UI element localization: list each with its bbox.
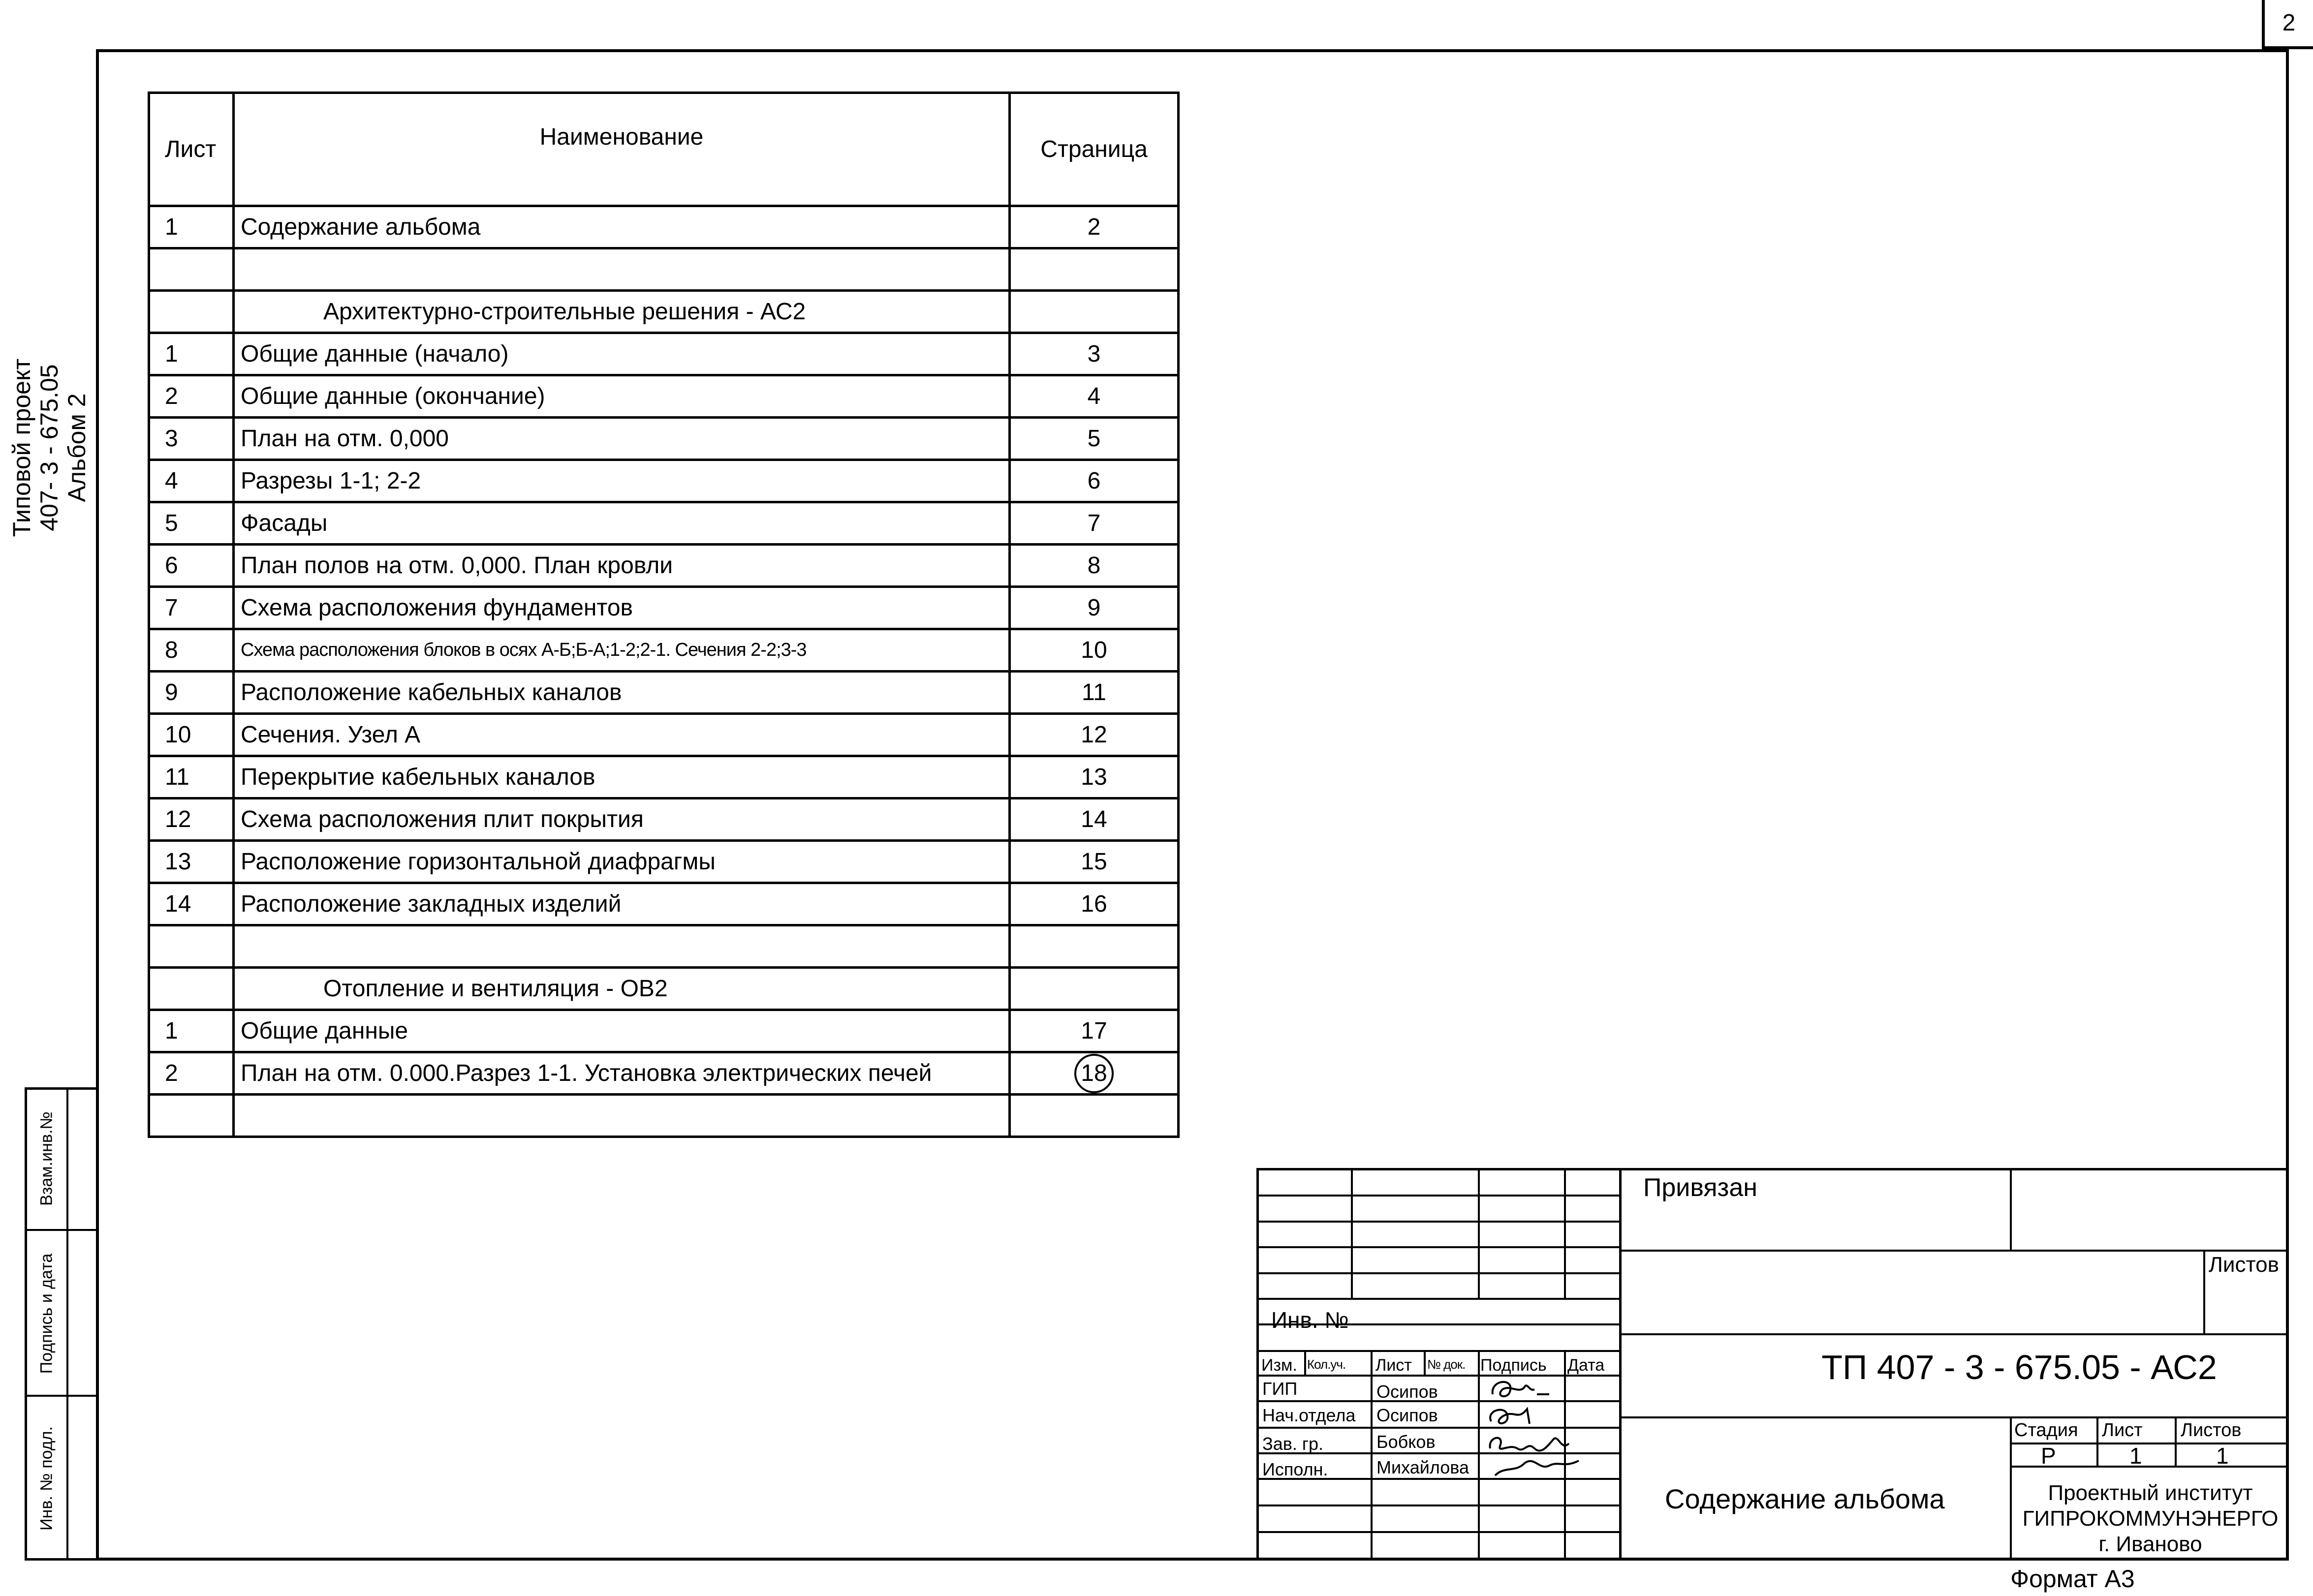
staff-role-4: Исполн. bbox=[1262, 1459, 1328, 1479]
row-sheet: 10 bbox=[149, 714, 234, 756]
staff-role-1: ГИП bbox=[1262, 1379, 1298, 1399]
sheet-value: 1 bbox=[2129, 1443, 2142, 1469]
row-sheet bbox=[149, 291, 234, 333]
row-sheet bbox=[149, 1095, 234, 1137]
inv-no-label: Инв. № bbox=[1271, 1307, 1349, 1333]
side-title bbox=[0, 344, 98, 551]
row-page: 17 bbox=[1010, 1010, 1179, 1052]
table-row bbox=[149, 1095, 1179, 1137]
row-page: 7 bbox=[1010, 502, 1179, 545]
side-title-line2: 407- 3 - 675.05 bbox=[35, 364, 63, 531]
row-name: План на отм. 0.000.Разрез 1-1. Установка электрических печей bbox=[234, 1052, 1010, 1095]
row-sheet bbox=[149, 248, 234, 291]
row-page: 2 bbox=[1010, 206, 1179, 248]
row-page bbox=[1010, 968, 1179, 1010]
org-line1: Проектный институт bbox=[2048, 1481, 2253, 1505]
row-name: Сечения. Узел А bbox=[234, 714, 1010, 756]
table-row bbox=[149, 375, 1179, 418]
header-name: Наименование bbox=[234, 93, 1010, 206]
signatures bbox=[1480, 1375, 1623, 1483]
staff-name-3: Бобков bbox=[1376, 1432, 1436, 1452]
side-title-line1: Типовой проект bbox=[8, 358, 35, 537]
side-stamp bbox=[25, 1087, 96, 1561]
table-row bbox=[149, 418, 1179, 460]
row-sheet: 4 bbox=[149, 460, 234, 502]
row-sheet: 12 bbox=[149, 798, 234, 841]
table-row bbox=[149, 841, 1179, 883]
row-sheet: 6 bbox=[149, 545, 234, 587]
row-page: 12 bbox=[1010, 714, 1179, 756]
staff-name-4: Михайлова bbox=[1376, 1457, 1469, 1477]
row-name: Схема расположения блоков в осях А-Б;Б-А;1-2;2-1. Сечения 2-2;3-3 bbox=[234, 629, 1010, 672]
row-name bbox=[234, 248, 1010, 291]
row-name: План на отм. 0,000 bbox=[234, 418, 1010, 460]
row-page: 6 bbox=[1010, 460, 1179, 502]
sheet-label: Лист bbox=[2102, 1420, 2143, 1441]
table-header-row bbox=[149, 93, 1179, 206]
section-heading: Архитектурно-строительные решения - АС2 bbox=[234, 291, 1010, 333]
row-name: Общие данные bbox=[234, 1010, 1010, 1052]
title-block bbox=[1256, 1168, 2289, 1561]
table-row bbox=[149, 206, 1179, 248]
row-sheet: 2 bbox=[149, 375, 234, 418]
row-sheet: 3 bbox=[149, 418, 234, 460]
side-title-line3: Альбом 2 bbox=[63, 393, 91, 502]
table-row bbox=[149, 756, 1179, 798]
row-name: Содержание альбома bbox=[234, 206, 1010, 248]
row-page bbox=[1010, 925, 1179, 968]
table-row bbox=[149, 629, 1179, 672]
row-name: План полов на отм. 0,000. План кровли bbox=[234, 545, 1010, 587]
header-sheet: Лист bbox=[149, 93, 234, 206]
circled-page-number: 18 bbox=[1074, 1054, 1114, 1093]
col-kol: Кол.уч. bbox=[1307, 1357, 1346, 1372]
stage-label: Стадия bbox=[2014, 1420, 2078, 1441]
listov-label: Листов bbox=[2209, 1253, 2279, 1277]
row-sheet: 5 bbox=[149, 502, 234, 545]
table-row bbox=[149, 587, 1179, 629]
col-podpis: Подпись bbox=[1480, 1356, 1547, 1375]
row-name: Расположение кабельных каналов bbox=[234, 672, 1010, 714]
row-name: Перекрытие кабельных каналов bbox=[234, 756, 1010, 798]
row-sheet: 7 bbox=[149, 587, 234, 629]
table-row bbox=[149, 883, 1179, 925]
row-page: 5 bbox=[1010, 418, 1179, 460]
row-sheet: 1 bbox=[149, 333, 234, 375]
row-page: 16 bbox=[1010, 883, 1179, 925]
row-page: 15 bbox=[1010, 841, 1179, 883]
row-sheet: 1 bbox=[149, 1010, 234, 1052]
row-sheet: 8 bbox=[149, 629, 234, 672]
table-row bbox=[149, 798, 1179, 841]
row-page: 9 bbox=[1010, 587, 1179, 629]
privyazan-label: Привязан bbox=[1643, 1173, 1758, 1202]
row-name: Схема расположения фундаментов bbox=[234, 587, 1010, 629]
row-name: Расположение закладных изделий bbox=[234, 883, 1010, 925]
staff-name-2: Осипов bbox=[1376, 1405, 1438, 1425]
row-sheet: 1 bbox=[149, 206, 234, 248]
org-line3: г. Иваново bbox=[2098, 1532, 2202, 1556]
row-name bbox=[234, 1095, 1010, 1137]
row-name: Общие данные (окончание) bbox=[234, 375, 1010, 418]
row-sheet: 2 bbox=[149, 1052, 234, 1095]
row-sheet: 11 bbox=[149, 756, 234, 798]
row-page bbox=[1010, 1095, 1179, 1137]
staff-role-2: Нач.отдела bbox=[1262, 1405, 1356, 1425]
table-row bbox=[149, 460, 1179, 502]
doc-title: Содержание альбома bbox=[1665, 1483, 1945, 1514]
staff-role-3: Зав. гр. bbox=[1262, 1434, 1324, 1454]
table-row bbox=[149, 1052, 1179, 1095]
side-stamp-vzam: Взам.инв.№ bbox=[37, 1111, 56, 1206]
table-row bbox=[149, 968, 1179, 1010]
table-row bbox=[149, 502, 1179, 545]
table-row bbox=[149, 1010, 1179, 1052]
row-page: 8 bbox=[1010, 545, 1179, 587]
table-row bbox=[149, 714, 1179, 756]
table-row bbox=[149, 333, 1179, 375]
table-row bbox=[149, 291, 1179, 333]
doc-code: ТП 407 - 3 - 675.05 - АС2 bbox=[1821, 1348, 2217, 1386]
side-stamp-podpis-data: Подпись и дата bbox=[37, 1253, 56, 1374]
page-number: 2 bbox=[2262, 0, 2313, 49]
stage-value: Р bbox=[2041, 1443, 2056, 1469]
org-line2: ГИПРОКОММУНЭНЕРГО bbox=[2022, 1506, 2279, 1531]
row-name: Расположение горизонтальной диафрагмы bbox=[234, 841, 1010, 883]
row-sheet bbox=[149, 925, 234, 968]
table-row bbox=[149, 925, 1179, 968]
row-sheet bbox=[149, 968, 234, 1010]
row-name bbox=[234, 925, 1010, 968]
row-page: 11 bbox=[1010, 672, 1179, 714]
sheets-value: 1 bbox=[2216, 1443, 2229, 1469]
col-ndok: № док. bbox=[1427, 1357, 1466, 1372]
contents-table bbox=[148, 92, 1180, 1138]
row-name: Общие данные (начало) bbox=[234, 333, 1010, 375]
row-sheet: 14 bbox=[149, 883, 234, 925]
section-heading: Отопление и вентиляция - ОВ2 bbox=[234, 968, 1010, 1010]
row-page: 10 bbox=[1010, 629, 1179, 672]
row-page bbox=[1010, 248, 1179, 291]
row-page bbox=[1010, 1052, 1179, 1095]
side-stamp-inv-podl: Инв. № подл. bbox=[37, 1426, 56, 1531]
row-page: 13 bbox=[1010, 756, 1179, 798]
row-page: 14 bbox=[1010, 798, 1179, 841]
table-row bbox=[149, 248, 1179, 291]
col-list: Лист bbox=[1375, 1356, 1412, 1375]
row-page: 3 bbox=[1010, 333, 1179, 375]
row-name: Схема расположения плит покрытия bbox=[234, 798, 1010, 841]
header-page: Страница bbox=[1010, 93, 1179, 206]
format-label: Формат А3 bbox=[2010, 1565, 2135, 1593]
row-page bbox=[1010, 291, 1179, 333]
row-sheet: 13 bbox=[149, 841, 234, 883]
sheets-label: Листов bbox=[2181, 1420, 2242, 1441]
table-row bbox=[149, 545, 1179, 587]
staff-name-1: Осипов bbox=[1376, 1381, 1438, 1402]
col-izm: Изм. bbox=[1261, 1356, 1297, 1375]
row-name: Разрезы 1-1; 2-2 bbox=[234, 460, 1010, 502]
row-sheet: 9 bbox=[149, 672, 234, 714]
col-data: Дата bbox=[1567, 1356, 1605, 1375]
row-page: 4 bbox=[1010, 375, 1179, 418]
row-name: Фасады bbox=[234, 502, 1010, 545]
table-row bbox=[149, 672, 1179, 714]
